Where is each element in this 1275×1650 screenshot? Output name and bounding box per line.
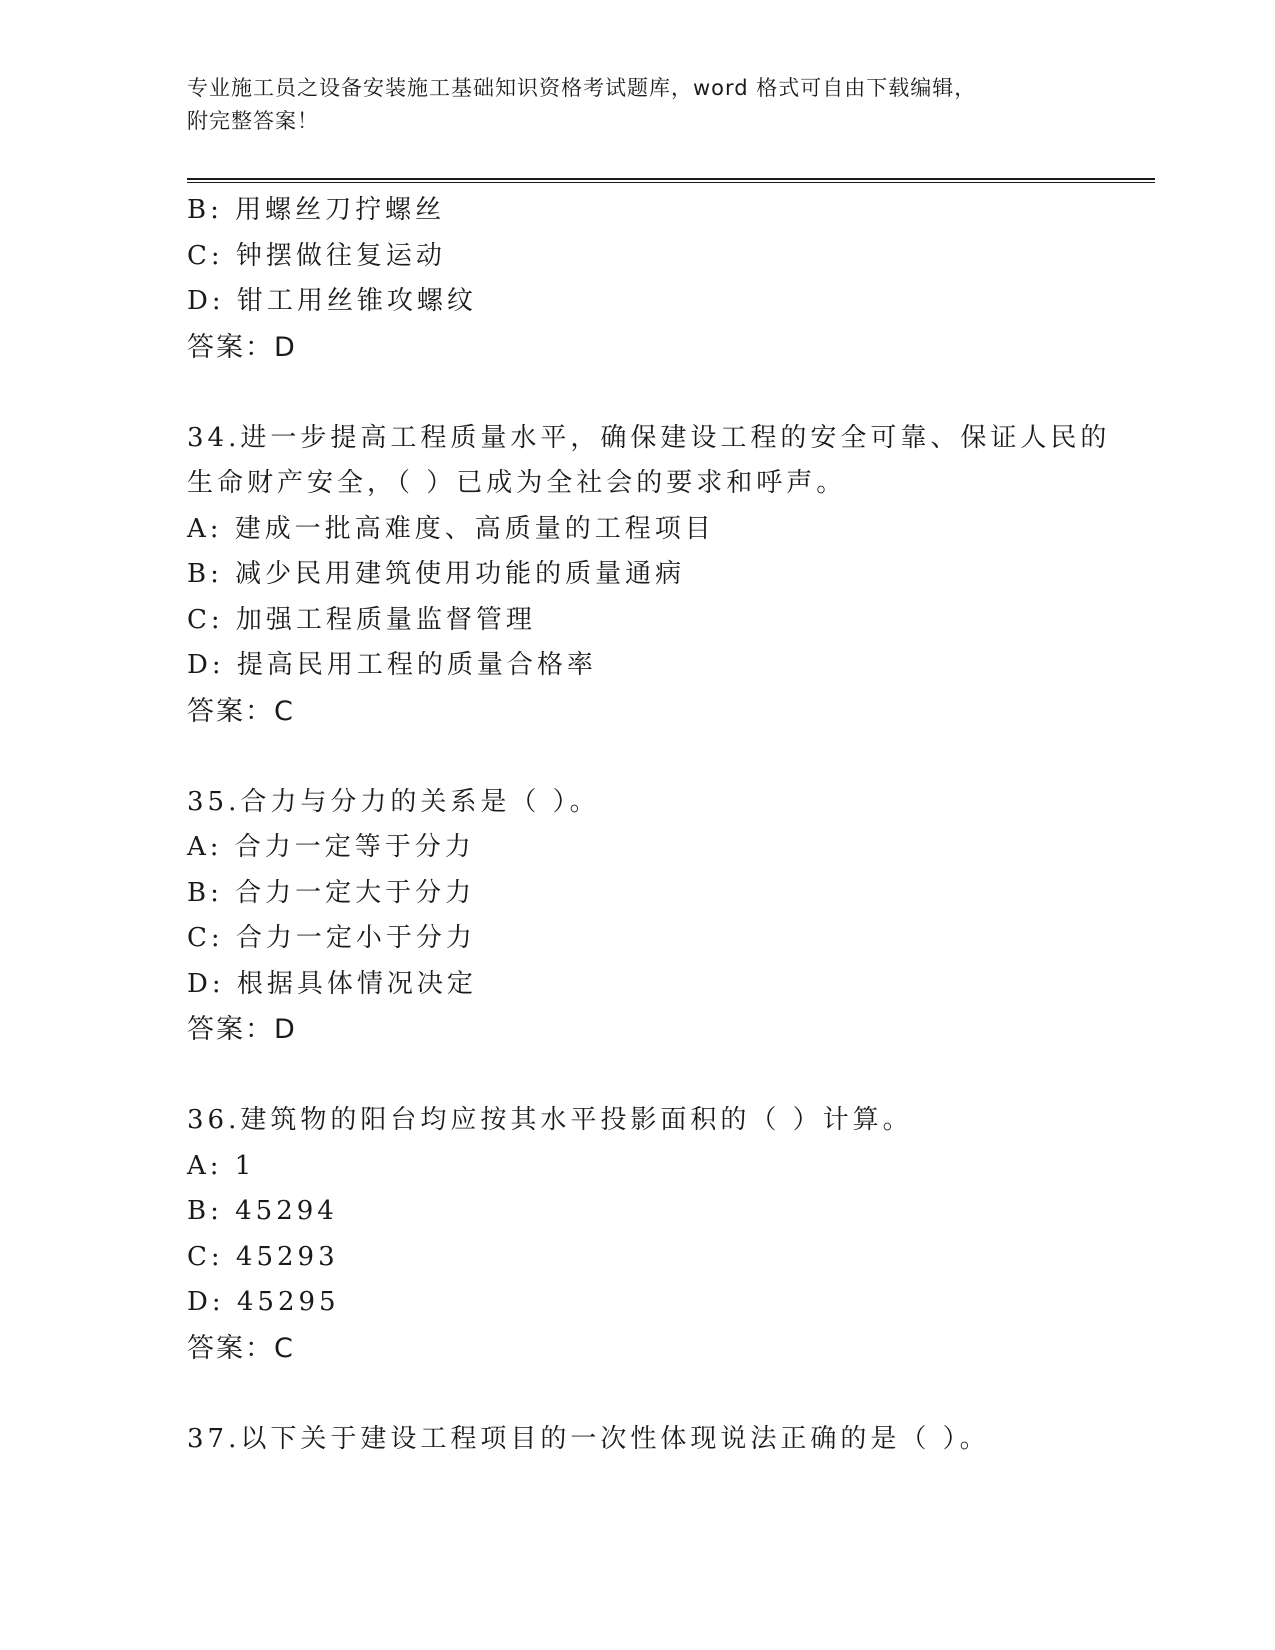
question-stem-continued: 生命财产安全，（ ）已成为全社会的要求和呼声。: [187, 468, 847, 498]
option-c: C: 加强工程质量监督管理: [187, 604, 536, 635]
option-a: A: 建成一批高难度、高质量的工程项目: [187, 513, 715, 544]
header-divider-thin: [187, 182, 1155, 183]
option-c: C: 钟摆做往复运动: [187, 240, 446, 271]
option-d: D: 钳工用丝锥攻螺纹: [187, 286, 477, 316]
answer-line: 答案：D: [187, 331, 297, 363]
spacer: [187, 370, 1107, 416]
answer-line: 答案：C: [187, 1332, 295, 1364]
option-b: B: 45294: [187, 1196, 338, 1226]
question-37: [187, 1417, 1107, 1463]
option-d: D: 45295: [187, 1287, 340, 1317]
option-b: B: 合力一定大于分力: [187, 877, 476, 908]
spacer: [187, 1371, 1107, 1417]
header-line-2: 附完整答案！: [187, 109, 319, 133]
answer-line: 答案：D: [187, 1014, 297, 1045]
header-line-1: 专业施工员之设备安装施工基础知识资格考试题库，word 格式可自由下载编辑，: [187, 76, 977, 100]
question-stem: 35.合力与分力的关系是（ ）。: [187, 786, 600, 817]
question-36: [187, 1098, 1107, 1371]
question-stem: 36.建筑物的阳台均应按其水平投影面积的（ ）计算。: [187, 1105, 913, 1135]
question-34: [187, 416, 1111, 735]
question-35: [187, 780, 1107, 1053]
spacer: [187, 734, 1107, 780]
answer-line: 答案：C: [187, 695, 295, 727]
header-divider-thick: [187, 178, 1155, 180]
question-stem: 37.以下关于建设工程项目的一次性体现说法正确的是（ ）。: [187, 1423, 990, 1454]
option-c: C: 合力一定小于分力: [187, 923, 476, 953]
option-a: A: 1: [187, 1150, 256, 1181]
option-d: D: 根据具体情况决定: [187, 968, 477, 999]
option-d: D: 提高民用工程的质量合格率: [187, 650, 597, 680]
option-b: B: 减少民用建筑使用功能的质量通病: [187, 559, 686, 589]
option-a: A: 合力一定等于分力: [187, 832, 475, 862]
question-stem: 34.进一步提高工程质量水平，确保建设工程的安全可靠、保证人民的: [187, 422, 1111, 453]
document-header: [187, 72, 1087, 138]
question-list: [187, 188, 1111, 1462]
spacer: [187, 1053, 1107, 1099]
option-c: C: 45293: [187, 1241, 339, 1272]
option-b: B: 用螺丝刀拧螺丝: [187, 195, 446, 225]
question-33: [187, 188, 1107, 370]
